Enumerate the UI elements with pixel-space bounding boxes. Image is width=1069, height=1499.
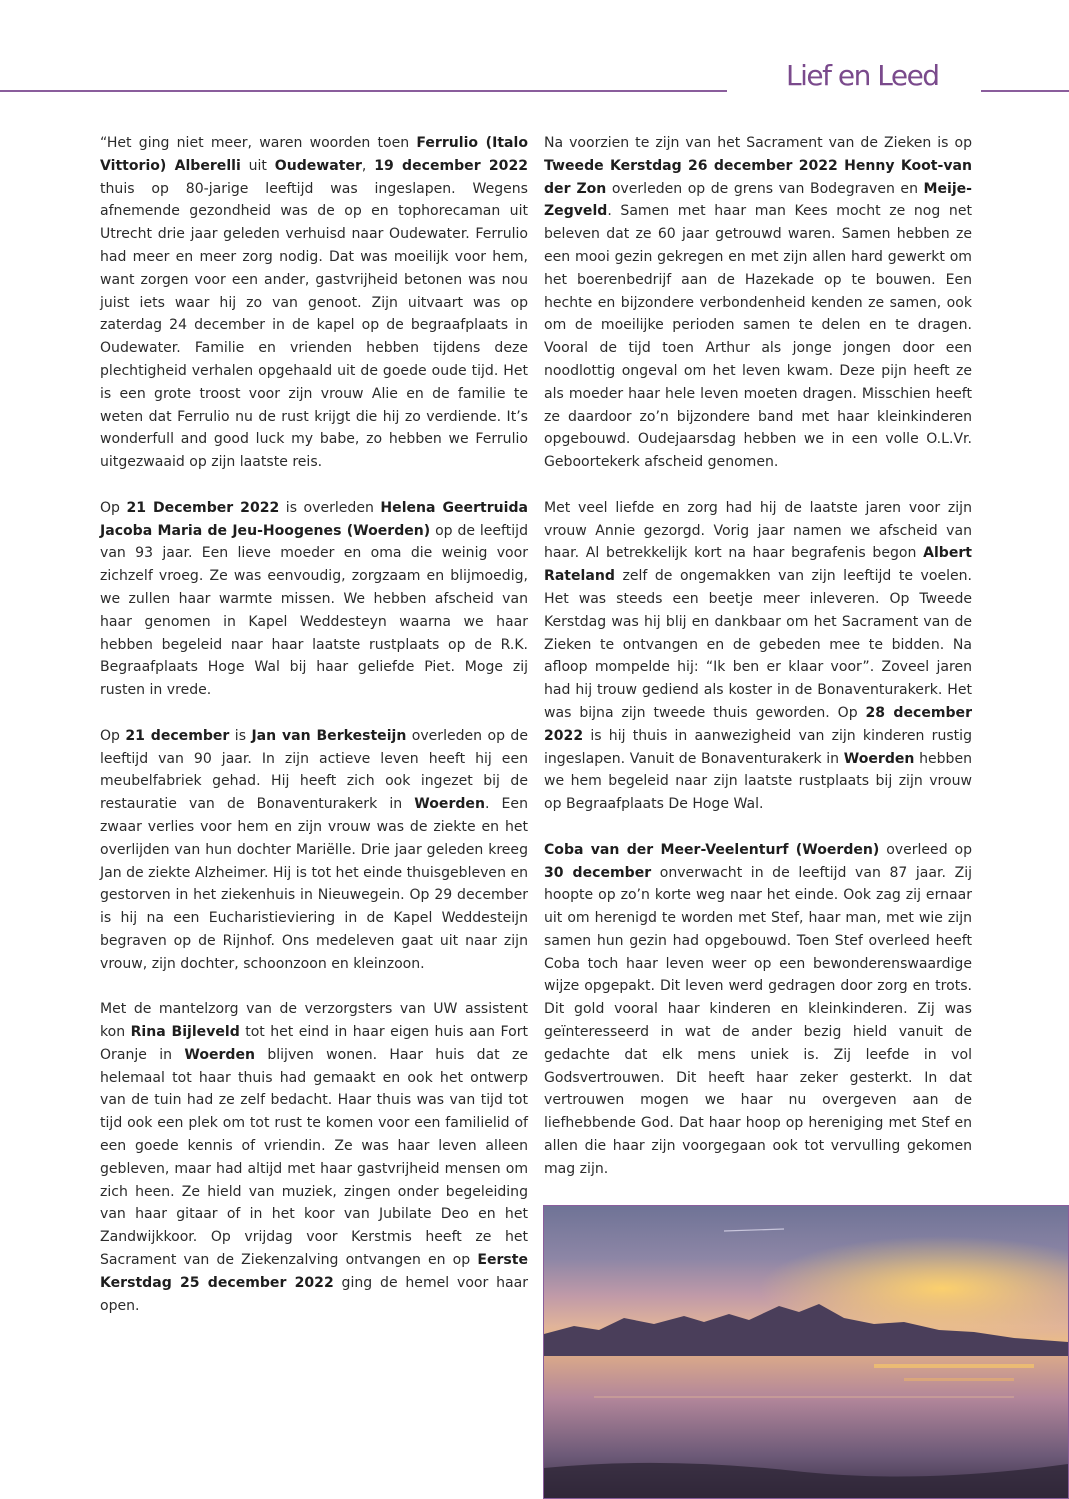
- body-text: blijven wonen. Haar huis dat ze helemaal tot haar thuis had gemaakt en ook het ontwerp van de tuin had ze zelf bedacht. Haar thuis was van tijd tot tijd ook een plek om tot rust te komen voor een familielid of een goede kennis of vriendin. Ze was haar leven alleen gebleven, maar had altijd met haar gastvrijheid mensen om zich heen. Ze hield van muziek, zingen onder begeleiding van haar gitaar of in het koor van Jubilate Deo en het Zandwijkkoor. Op vrijdag voor Kerstmis heeft ze het Sacrament van de Ziekenzalving ontvangen en op: [100, 1046, 528, 1269]
- body-text: Met de mantelzorg van de verzorgsters van UW assistent kon: [100, 1001, 528, 1041]
- body-text: hebben we hem begeleid naar zijn laatste rustplaats bij zijn vrouw op Begraafplaats De Hoge Wal.: [544, 750, 972, 813]
- body-text: overleden op de grens van Bodegraven en: [606, 180, 924, 197]
- bold-text: 21 December 2022: [126, 499, 280, 516]
- obituary-paragraph: [100, 132, 528, 474]
- header-rule-right: [981, 90, 1069, 92]
- right-column: [544, 132, 972, 1203]
- bold-text: 30 december: [544, 864, 652, 881]
- body-text: thuis op 80-jarige leeftijd was ingeslapen. Wegens afnemende gezondheid was de op en tophorecaman uit Utrecht drie jaar geleden verhuisd naar Oudewater. Ferrulio had meer en meer zorg nodig. Dat was moeilijk voor hem, want zorgen voor een ander, gastvrijheid betonen was nou juist iets waar hij zo van genoot. Zijn uitvaart was op zaterdag 24 december in de kapel op de begraafplaats in Oudewater. Familie en vrienden hebben tijdens deze plechtigheid verhalen opgehaald uit de goede oude tijd. Het is een grote troost voor zijn vrouw Alie en de familie te weten dat Ferrulio nu de rust krijgt die hij zo verdiende. It’s wonderfull and good luck my babe, zo hebben we Ferrulio uitgezwaaid op zijn laatste reis.: [100, 180, 528, 471]
- body-text: op de leeftijd van 93 jaar. Een lieve moeder en oma die weinig voor zichzelf vroeg. Ze was eenvoudig, zorgzaam en blijmoedig, we zullen haar warmte missen. We hebben afscheid van haar genomen in Kapel Weddesteyn waarna we haar hebben begeleid naar haar laatste rustplaats op de R.K. Begraafplaats Hoge Wal bij haar geliefde Piet. Moge zij rusten in vrede.: [100, 522, 528, 699]
- body-text: Op: [100, 499, 127, 516]
- body-text: onverwacht in de leeftijd van 87 jaar. Zij hoopte op zo’n korte weg naar het einde. Ook zag zij ernaar uit om herenigd te worden met Stef, haar man, met wie zijn samen hun gezin had opgebouwd. Toen Stef overleed heeft Coba toch haar leven weer op een bewonderenswaardige wijze opgepakt. Dit leven werd gedragen door zorg en trots. Dit gold vooral haar kinderen en kleinkinderen. Zij was geïnteresseerd in wat de ander bezig hield vanuit de gedachte dat elk mens uniek is. Zij leefde in vol Godsvertrouwen. Dit heeft haar zeker gesterkt. In dat vertrouwen mogen we haar nu overgeven aan de liefhebbende God. Dat haar hoop op hereniging met Stef en allen die haar zijn voorgegaan ook tot vervulling gekomen mag zijn.: [544, 864, 972, 1177]
- body-text: ging de hemel voor haar open.: [100, 1274, 528, 1314]
- water-ripple: [594, 1396, 1014, 1398]
- obituary-paragraph: [544, 497, 972, 816]
- bold-text: Woerden: [414, 796, 485, 813]
- bold-text: Eerste Kerstdag 25 december 2022: [100, 1252, 528, 1291]
- sun-reflection: [874, 1364, 1034, 1368]
- body-text: Met veel liefde en zorg had hij de laatste jaren voor zijn vrouw Annie gezorgd. Vorig jaar namen we afscheid van haar. Al betrekkelijk kort na haar begrafenis begon: [544, 499, 972, 562]
- bold-text: Meije-Zegveld: [544, 180, 972, 220]
- obituary-paragraph: [544, 132, 972, 474]
- body-text: ,: [361, 157, 375, 174]
- sunset-lake-illustration: [544, 1206, 1068, 1498]
- bold-text: Albert Rateland: [544, 545, 972, 585]
- bold-text: 21 december: [125, 727, 230, 744]
- bold-text: Coba van der Meer-Veelenturf (Woerden): [544, 841, 880, 858]
- sunset-lake-photo: [543, 1205, 1069, 1499]
- header-rule-left: [0, 90, 727, 92]
- section-title: Lief en Leed: [786, 59, 939, 92]
- bold-text: Oudewater: [274, 157, 362, 174]
- body-text: overleden op de leeftijd van 90 jaar. In zijn actieve leven heeft hij een meubelfabriek gehad. Hij heeft zich ook ingezet bij de restauratie van de Bonaventurakerk in: [100, 727, 528, 813]
- body-text: is hij thuis in aanwezigheid van zijn kinderen rustig ingeslapen. Vanuit de Bonaventurakerk in: [544, 727, 972, 767]
- bold-text: Helena Geertruida Jacoba Maria de Jeu-Hoogenes (Woerden): [100, 499, 528, 539]
- body-text: uit: [240, 157, 275, 174]
- body-text: is: [229, 727, 252, 744]
- body-text: . Samen met haar man Kees mocht ze nog net beleven dat ze 60 jaar getrouwd waren. Samen hebben ze een mooi gezin gekregen en met zijn allen hard gewerkt om het boerenbedrijf aan de Hazekade op te bouwen. Een hechte en bijzondere verbondenheid kenden ze samen, ook om de moeilijke perioden samen te delen en te dragen. Vooral de tijd toen Arthur als jonge jongen door een noodlottig ongeval om het leven kwam. Deze pijn heeft ze als moeder haar hele leven moeten dragen. Misschien heeft ze daardoor zo’n bijzondere band met haar kleinkinderen opgebouwd. Oudejaarsdag hebben we in een volle O.L.Vr. Geboortekerk afscheid genomen.: [544, 203, 972, 471]
- body-text: “Het ging niet meer, waren woorden toen: [100, 135, 417, 151]
- bold-text: 28 december 2022: [544, 704, 972, 744]
- obituary-paragraph: [100, 725, 528, 976]
- obituary-paragraph: [544, 839, 972, 1181]
- bold-text: Woerden: [843, 750, 915, 767]
- bold-text: 19 december 2022: [374, 157, 528, 174]
- bold-text: Woerden: [184, 1046, 256, 1063]
- bold-text: Jan van Berkesteijn: [251, 727, 407, 744]
- body-text: overleed op: [879, 841, 972, 858]
- obituary-paragraph: [100, 497, 528, 702]
- left-column: [100, 132, 528, 1340]
- body-text: Op: [100, 727, 126, 744]
- bold-text: Tweede Kerstdag 26 december 2022 Henny Koot-van der Zon: [544, 157, 972, 197]
- obituary-paragraph: [100, 998, 528, 1317]
- sun-reflection: [904, 1378, 1014, 1381]
- bold-text: Rina Bijleveld: [130, 1024, 240, 1041]
- body-text: zelf de ongemakken van zijn leeftijd te voelen. Het was steeds een beetje meer inleveren. Op Tweede Kerstdag was hij blij en dankbaar om het Sacrament van de Zieken te ontvangen en de gebeden mee te bidden. Na afloop mompelde hij: “Ik ben er klaar voor”. Zoveel jaren had hij trouw gediend als koster in de Bonaventurakerk. Het was bijna zijn tweede thuis geworden. Op: [544, 568, 972, 721]
- body-text: . Een zwaar verlies voor hem en zijn vrouw was de ziekte en het overlijden van hun dochter Mariëlle. Drie jaar geleden kreeg Jan de ziekte Alzheimer. Hij is tot het einde thuisgebleven en gestorven in het ziekenhuis in Nieuwegein. Op 29 december is hij na een Eucharistieviering in de Kapel Weddesteijn begraven op de Rijnhof. Ons medeleven gaat uit naar zijn vrouw, zijn dochter, schoonzoon en kleinzoon.: [100, 796, 528, 972]
- body-text: tot het eind in haar eigen huis aan Fort Oranje in: [100, 1024, 528, 1063]
- body-text: Na voorzien te zijn van het Sacrament van de Zieken is op: [544, 135, 972, 151]
- bold-text: Ferrulio (Italo Vittorio) Alberelli: [100, 135, 528, 174]
- body-text: is overleden: [279, 499, 381, 516]
